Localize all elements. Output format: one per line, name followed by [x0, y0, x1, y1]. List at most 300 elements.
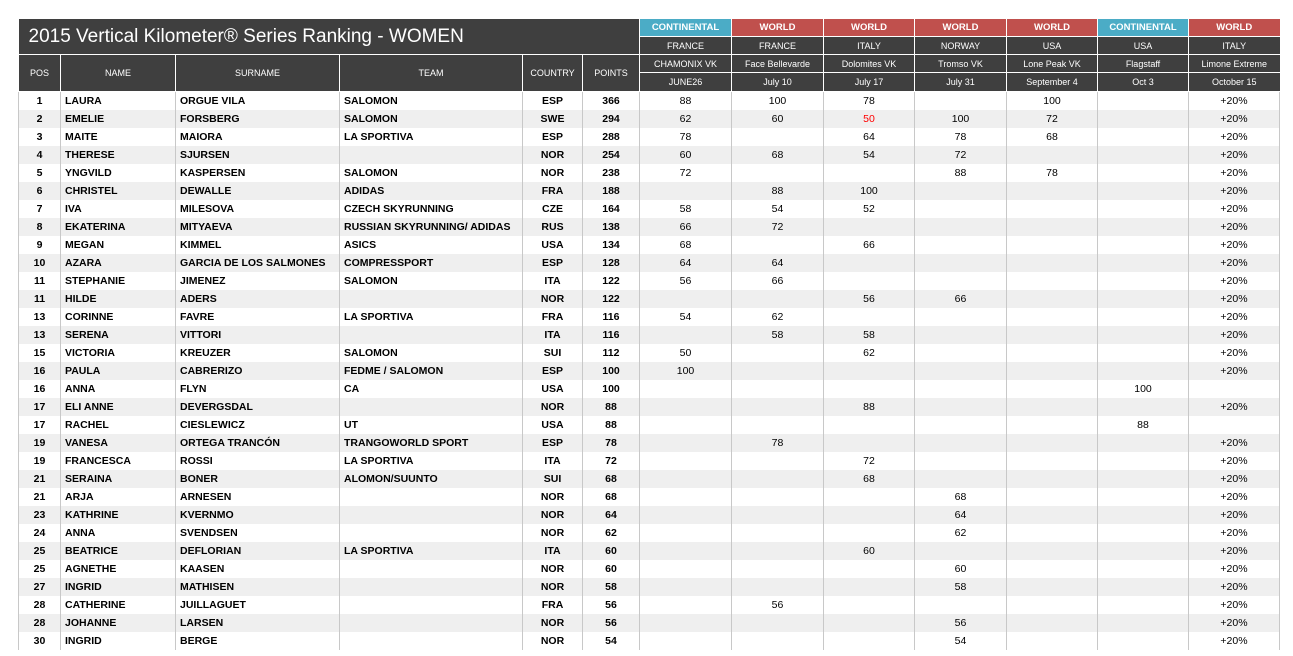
cell-event-points: 56: [640, 272, 732, 290]
cell-team: [340, 290, 523, 308]
cell-event-points: [1007, 452, 1098, 470]
cell-points: 112: [583, 344, 640, 362]
cell-points: 78: [583, 434, 640, 452]
cell-surname: BONER: [176, 470, 340, 488]
cell-event-points: [824, 614, 915, 632]
cell-points: 60: [583, 542, 640, 560]
cell-event-points: 78: [732, 434, 824, 452]
cell-team: CA: [340, 380, 523, 398]
cell-team: [340, 506, 523, 524]
cell-team: RUSSIAN SKYRUNNING/ ADIDAS: [340, 218, 523, 236]
event-race: Limone Extreme: [1189, 55, 1280, 73]
cell-team: LA SPORTIVA: [340, 452, 523, 470]
cell-event-points: [1098, 506, 1189, 524]
cell-team: [340, 560, 523, 578]
cell-name: HILDE: [61, 290, 176, 308]
cell-points: 88: [583, 398, 640, 416]
cell-event-points: [824, 272, 915, 290]
table-row: [19, 164, 1280, 182]
header-row-category: [19, 19, 1280, 37]
cell-event-points: [732, 380, 824, 398]
cell-points: 128: [583, 254, 640, 272]
cell-event-points: [1007, 542, 1098, 560]
cell-event-points: 88: [915, 164, 1007, 182]
cell-event-points: +20%: [1189, 398, 1280, 416]
cell-country: NOR: [523, 290, 583, 308]
event-date: Oct 3: [1098, 73, 1189, 92]
cell-points: 164: [583, 200, 640, 218]
cell-name: KATHRINE: [61, 506, 176, 524]
cell-event-points: [1007, 596, 1098, 614]
cell-event-points: [915, 326, 1007, 344]
cell-event-points: 56: [824, 290, 915, 308]
cell-country: NOR: [523, 488, 583, 506]
cell-event-points: 62: [824, 344, 915, 362]
cell-event-points: [732, 578, 824, 596]
cell-event-points: [732, 470, 824, 488]
table-row: [19, 578, 1280, 596]
cell-event-points: [732, 236, 824, 254]
cell-surname: FLYN: [176, 380, 340, 398]
table-row: [19, 182, 1280, 200]
cell-surname: KIMMEL: [176, 236, 340, 254]
cell-event-points: [824, 596, 915, 614]
cell-pos: 25: [19, 560, 61, 578]
cell-event-points: 78: [1007, 164, 1098, 182]
cell-name: AZARA: [61, 254, 176, 272]
cell-team: ALOMON/SUUNTO: [340, 470, 523, 488]
cell-points: 100: [583, 380, 640, 398]
cell-event-points: 58: [915, 578, 1007, 596]
cell-event-points: [1098, 452, 1189, 470]
cell-event-points: [1098, 344, 1189, 362]
event-category: CONTINENTAL: [640, 19, 732, 37]
cell-event-points: [915, 452, 1007, 470]
event-country: ITALY: [1189, 37, 1280, 55]
cell-event-points: [1098, 200, 1189, 218]
cell-country: CZE: [523, 200, 583, 218]
cell-event-points: [640, 506, 732, 524]
cell-name: FRANCESCA: [61, 452, 176, 470]
event-date: July 17: [824, 73, 915, 92]
table-row: [19, 524, 1280, 542]
page-title: 2015 Vertical Kilometer® Series Ranking - WOMEN: [19, 19, 640, 55]
cell-event-points: [732, 524, 824, 542]
cell-event-points: [1007, 236, 1098, 254]
cell-event-points: [1098, 164, 1189, 182]
cell-event-points: [640, 452, 732, 470]
cell-team: LA SPORTIVA: [340, 542, 523, 560]
cell-surname: ADERS: [176, 290, 340, 308]
cell-event-points: [732, 614, 824, 632]
cell-pos: 5: [19, 164, 61, 182]
cell-event-points: 78: [915, 128, 1007, 146]
cell-event-points: 60: [915, 560, 1007, 578]
table-row: [19, 290, 1280, 308]
cell-event-points: [1098, 488, 1189, 506]
cell-event-points: [640, 434, 732, 452]
cell-event-points: [1007, 308, 1098, 326]
cell-surname: DEVERGSDAL: [176, 398, 340, 416]
cell-name: IVA: [61, 200, 176, 218]
cell-points: 54: [583, 632, 640, 650]
cell-event-points: [824, 560, 915, 578]
cell-event-points: 62: [732, 308, 824, 326]
cell-points: 68: [583, 488, 640, 506]
cell-event-points: +20%: [1189, 470, 1280, 488]
column-header-team: TEAM: [340, 55, 523, 92]
table-row: [19, 344, 1280, 362]
cell-event-points: +20%: [1189, 326, 1280, 344]
cell-pos: 27: [19, 578, 61, 596]
cell-event-points: [824, 632, 915, 650]
cell-event-points: 100: [1007, 92, 1098, 111]
cell-pos: 19: [19, 434, 61, 452]
cell-event-points: +20%: [1189, 218, 1280, 236]
cell-points: 68: [583, 470, 640, 488]
cell-name: JOHANNE: [61, 614, 176, 632]
event-race: Flagstaff: [1098, 55, 1189, 73]
cell-event-points: [640, 614, 732, 632]
cell-surname: ORTEGA TRANCÓN: [176, 434, 340, 452]
cell-surname: KVERNMO: [176, 506, 340, 524]
cell-event-points: [1007, 416, 1098, 434]
cell-event-points: [1189, 416, 1280, 434]
event-country: FRANCE: [640, 37, 732, 55]
cell-event-points: [640, 578, 732, 596]
cell-country: NOR: [523, 560, 583, 578]
cell-surname: JIMENEZ: [176, 272, 340, 290]
cell-team: SALOMON: [340, 164, 523, 182]
cell-pos: 3: [19, 128, 61, 146]
cell-team: UT: [340, 416, 523, 434]
cell-surname: ORGUE VILA: [176, 92, 340, 111]
cell-event-points: [640, 416, 732, 434]
cell-event-points: [1007, 632, 1098, 650]
cell-pos: 13: [19, 326, 61, 344]
cell-country: ESP: [523, 434, 583, 452]
event-race: CHAMONIX VK: [640, 55, 732, 73]
cell-country: FRA: [523, 308, 583, 326]
cell-event-points: 60: [640, 146, 732, 164]
cell-event-points: +20%: [1189, 560, 1280, 578]
cell-pos: 16: [19, 380, 61, 398]
cell-country: NOR: [523, 524, 583, 542]
event-race: Lone Peak VK: [1007, 55, 1098, 73]
cell-pos: 21: [19, 488, 61, 506]
event-race: Face Bellevarde: [732, 55, 824, 73]
cell-event-points: [640, 542, 732, 560]
ranking-sheet: [18, 19, 1280, 650]
table-row: [19, 128, 1280, 146]
cell-event-points: [915, 416, 1007, 434]
cell-event-points: 66: [640, 218, 732, 236]
cell-event-points: [915, 236, 1007, 254]
cell-event-points: [1007, 488, 1098, 506]
cell-name: AGNETHE: [61, 560, 176, 578]
cell-event-points: [915, 308, 1007, 326]
cell-event-points: [824, 434, 915, 452]
cell-points: 254: [583, 146, 640, 164]
cell-name: LAURA: [61, 92, 176, 111]
cell-event-points: [1098, 578, 1189, 596]
cell-event-points: [1007, 524, 1098, 542]
cell-event-points: [824, 308, 915, 326]
cell-surname: FORSBERG: [176, 110, 340, 128]
cell-pos: 2: [19, 110, 61, 128]
cell-name: ANNA: [61, 380, 176, 398]
cell-event-points: [1007, 218, 1098, 236]
cell-surname: DEWALLE: [176, 182, 340, 200]
cell-event-points: +20%: [1189, 92, 1280, 111]
cell-event-points: +20%: [1189, 524, 1280, 542]
cell-event-points: [732, 488, 824, 506]
cell-name: YNGVILD: [61, 164, 176, 182]
cell-event-points: 60: [732, 110, 824, 128]
cell-team: ASICS: [340, 236, 523, 254]
cell-event-points: [1098, 434, 1189, 452]
cell-event-points: 100: [640, 362, 732, 380]
cell-surname: VITTORI: [176, 326, 340, 344]
cell-event-points: [1098, 236, 1189, 254]
table-row: [19, 110, 1280, 128]
cell-event-points: 54: [732, 200, 824, 218]
cell-points: 56: [583, 596, 640, 614]
cell-event-points: [915, 200, 1007, 218]
cell-name: ANNA: [61, 524, 176, 542]
cell-surname: MITYAEVA: [176, 218, 340, 236]
cell-event-points: [915, 596, 1007, 614]
cell-pos: 11: [19, 272, 61, 290]
cell-points: 138: [583, 218, 640, 236]
cell-event-points: [1007, 506, 1098, 524]
table-row: [19, 236, 1280, 254]
cell-event-points: [732, 398, 824, 416]
cell-name: EKATERINA: [61, 218, 176, 236]
cell-event-points: [732, 362, 824, 380]
cell-event-points: 56: [915, 614, 1007, 632]
cell-event-points: [732, 542, 824, 560]
table-row: [19, 632, 1280, 650]
cell-event-points: [1007, 200, 1098, 218]
cell-event-points: [1007, 380, 1098, 398]
cell-event-points: 100: [915, 110, 1007, 128]
cell-name: RACHEL: [61, 416, 176, 434]
cell-event-points: [1098, 470, 1189, 488]
cell-event-points: 52: [824, 200, 915, 218]
cell-country: NOR: [523, 398, 583, 416]
table-row: [19, 434, 1280, 452]
event-country: ITALY: [824, 37, 915, 55]
cell-event-points: 68: [640, 236, 732, 254]
cell-event-points: [1098, 596, 1189, 614]
table-row: [19, 596, 1280, 614]
cell-event-points: [732, 128, 824, 146]
cell-event-points: [824, 578, 915, 596]
cell-event-points: 62: [640, 110, 732, 128]
cell-event-points: 64: [640, 254, 732, 272]
cell-surname: KASPERSEN: [176, 164, 340, 182]
cell-name: CATHERINE: [61, 596, 176, 614]
cell-country: SUI: [523, 344, 583, 362]
column-header-surname: SURNAME: [176, 55, 340, 92]
cell-team: [340, 146, 523, 164]
cell-event-points: [1007, 290, 1098, 308]
cell-event-points: +20%: [1189, 344, 1280, 362]
cell-event-points: +20%: [1189, 254, 1280, 272]
table-row: [19, 254, 1280, 272]
cell-surname: DEFLORIAN: [176, 542, 340, 560]
cell-points: 188: [583, 182, 640, 200]
cell-event-points: [1007, 470, 1098, 488]
cell-event-points: [1098, 614, 1189, 632]
cell-event-points: [1098, 542, 1189, 560]
cell-name: INGRID: [61, 632, 176, 650]
cell-event-points: 68: [915, 488, 1007, 506]
cell-team: SALOMON: [340, 344, 523, 362]
cell-country: ITA: [523, 326, 583, 344]
table-row: [19, 92, 1280, 111]
cell-event-points: [1098, 560, 1189, 578]
cell-event-points: 88: [824, 398, 915, 416]
cell-surname: BERGE: [176, 632, 340, 650]
cell-event-points: 62: [915, 524, 1007, 542]
cell-event-points: [824, 380, 915, 398]
event-date: July 10: [732, 73, 824, 92]
cell-event-points: [732, 416, 824, 434]
cell-event-points: [915, 254, 1007, 272]
table-row: [19, 200, 1280, 218]
cell-event-points: 58: [824, 326, 915, 344]
cell-event-points: [1007, 434, 1098, 452]
cell-team: [340, 326, 523, 344]
cell-country: ITA: [523, 542, 583, 560]
event-category: WORLD: [732, 19, 824, 37]
cell-event-points: 66: [915, 290, 1007, 308]
cell-team: LA SPORTIVA: [340, 308, 523, 326]
cell-event-points: [640, 182, 732, 200]
cell-country: FRA: [523, 182, 583, 200]
cell-team: [340, 632, 523, 650]
ranking-table: [18, 19, 1280, 650]
cell-event-points: 64: [824, 128, 915, 146]
cell-event-points: 72: [732, 218, 824, 236]
cell-points: 122: [583, 272, 640, 290]
cell-surname: LARSEN: [176, 614, 340, 632]
cell-event-points: [1098, 182, 1189, 200]
cell-pos: 6: [19, 182, 61, 200]
cell-country: ESP: [523, 92, 583, 111]
cell-pos: 15: [19, 344, 61, 362]
table-row: [19, 362, 1280, 380]
cell-event-points: [824, 488, 915, 506]
cell-country: ITA: [523, 272, 583, 290]
cell-team: CZECH SKYRUNNING: [340, 200, 523, 218]
cell-country: ESP: [523, 362, 583, 380]
cell-team: SALOMON: [340, 272, 523, 290]
cell-points: 134: [583, 236, 640, 254]
cell-event-points: [1098, 254, 1189, 272]
cell-event-points: +20%: [1189, 632, 1280, 650]
cell-event-points: [824, 416, 915, 434]
cell-event-points: 60: [824, 542, 915, 560]
cell-event-points: [732, 290, 824, 308]
event-date: October 15: [1189, 73, 1280, 92]
cell-event-points: +20%: [1189, 578, 1280, 596]
event-category: WORLD: [1189, 19, 1280, 37]
cell-event-points: [1189, 380, 1280, 398]
cell-team: LA SPORTIVA: [340, 128, 523, 146]
cell-event-points: 50: [640, 344, 732, 362]
cell-event-points: [1007, 254, 1098, 272]
cell-name: STEPHANIE: [61, 272, 176, 290]
cell-event-points: [640, 596, 732, 614]
cell-country: NOR: [523, 578, 583, 596]
cell-pos: 7: [19, 200, 61, 218]
cell-event-points: 58: [640, 200, 732, 218]
cell-event-points: 54: [824, 146, 915, 164]
table-row: [19, 506, 1280, 524]
cell-event-points: 100: [732, 92, 824, 111]
cell-event-points: [640, 524, 732, 542]
table-row: [19, 218, 1280, 236]
cell-surname: ARNESEN: [176, 488, 340, 506]
cell-name: VICTORIA: [61, 344, 176, 362]
event-date: July 31: [915, 73, 1007, 92]
cell-points: 64: [583, 506, 640, 524]
cell-event-points: [824, 524, 915, 542]
cell-event-points: [1007, 614, 1098, 632]
cell-pos: 4: [19, 146, 61, 164]
table-row: [19, 398, 1280, 416]
cell-event-points: [915, 470, 1007, 488]
cell-team: [340, 398, 523, 416]
cell-name: VANESA: [61, 434, 176, 452]
cell-event-points: [640, 470, 732, 488]
cell-event-points: +20%: [1189, 308, 1280, 326]
cell-points: 62: [583, 524, 640, 542]
cell-event-points: [915, 542, 1007, 560]
column-header-pos: POS: [19, 55, 61, 92]
cell-event-points: [640, 380, 732, 398]
cell-team: [340, 596, 523, 614]
cell-event-points: 58: [732, 326, 824, 344]
column-header-country: COUNTRY: [523, 55, 583, 92]
cell-country: ESP: [523, 128, 583, 146]
cell-surname: CABRERIZO: [176, 362, 340, 380]
cell-event-points: [1098, 362, 1189, 380]
event-country: FRANCE: [732, 37, 824, 55]
cell-team: FEDME / SALOMON: [340, 362, 523, 380]
cell-name: INGRID: [61, 578, 176, 596]
cell-event-points: +20%: [1189, 236, 1280, 254]
cell-pos: 1: [19, 92, 61, 111]
cell-points: 72: [583, 452, 640, 470]
cell-event-points: [640, 632, 732, 650]
cell-event-points: [732, 344, 824, 362]
cell-points: 88: [583, 416, 640, 434]
table-row: [19, 452, 1280, 470]
cell-event-points: 100: [824, 182, 915, 200]
cell-pos: 16: [19, 362, 61, 380]
header-row-race: [19, 55, 1280, 73]
cell-event-points: +20%: [1189, 200, 1280, 218]
cell-event-points: [915, 398, 1007, 416]
event-date: JUNE26: [640, 73, 732, 92]
cell-event-points: [1098, 146, 1189, 164]
cell-event-points: +20%: [1189, 182, 1280, 200]
table-header: [19, 19, 1280, 92]
